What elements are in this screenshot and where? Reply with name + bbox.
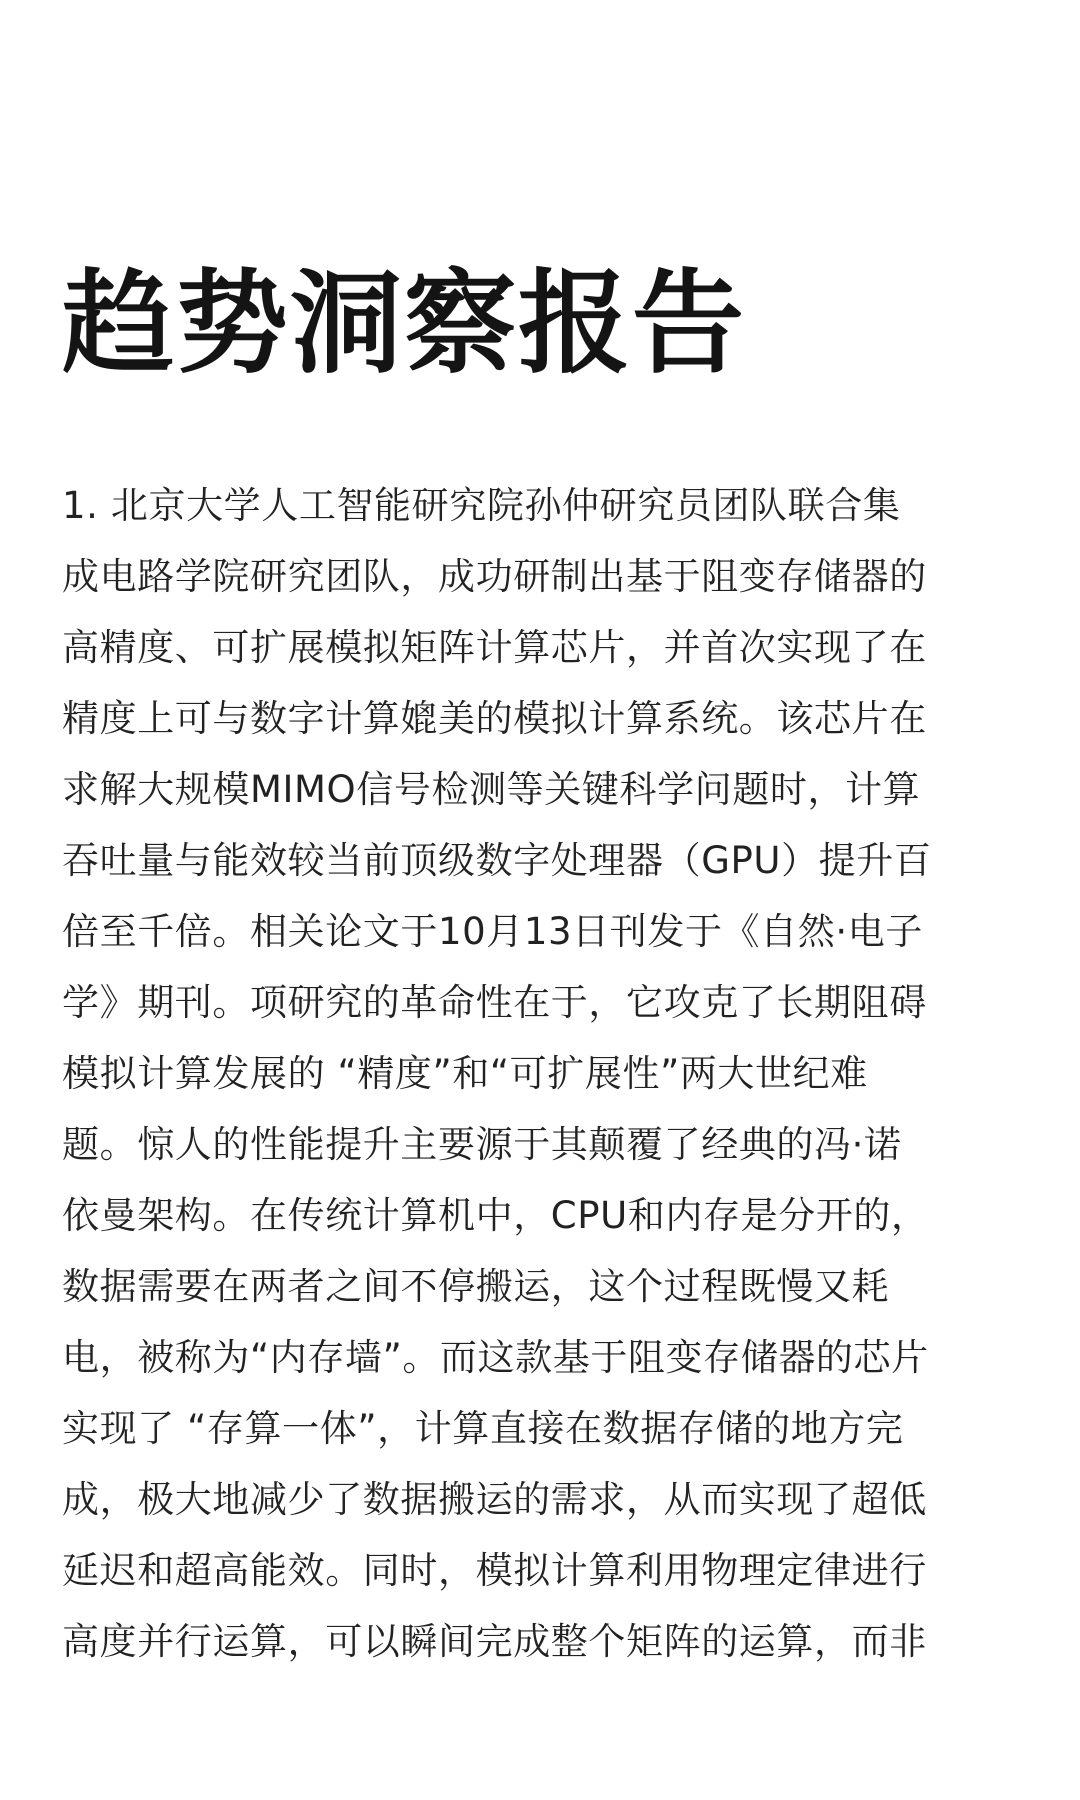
document-title: 趋势洞察报告 xyxy=(62,259,746,389)
body-line: 数据需要在两者之间不停搬运，这个过程既慢又耗 xyxy=(62,1265,890,1308)
body-line: 1. 北京大学人工智能研究院孙仲研究员团队联合集 xyxy=(62,484,901,527)
body-line: 高度并行运算，可以瞬间完成整个矩阵的运算，而非 xyxy=(62,1620,927,1663)
body-line: 吞吐量与能效较当前顶级数字处理器（GPU）提升百 xyxy=(62,839,932,882)
body-line: 求解大规模MIMO信号检测等关键科学问题时，计算 xyxy=(62,768,921,811)
body-line: 成电路学院研究团队，成功研制出基于阻变存储器的 xyxy=(62,555,927,598)
body-line: 成，极大地减少了数据搬运的需求，从而实现了超低 xyxy=(62,1478,927,1521)
body-line: 依曼架构。在传统计算机中，CPU和内存是分开的， xyxy=(62,1194,929,1237)
body-line: 电，被称为“内存墙”。而这款基于阻变存储器的芯片 xyxy=(62,1336,929,1379)
body-line: 实现了 “存算一体”，计算直接在数据存储的地方完 xyxy=(62,1407,904,1450)
document-body xyxy=(62,470,1022,1677)
body-line: 模拟计算发展的 “精度”和“可扩展性”两大世纪难 xyxy=(62,1052,868,1095)
body-line: 延迟和超高能效。同时，模拟计算利用物理定律进行 xyxy=(62,1549,927,1592)
body-line: 精度上可与数字计算媲美的模拟计算系统。该芯片在 xyxy=(62,697,927,740)
body-line: 高精度、可扩展模拟矩阵计算芯片，并首次实现了在 xyxy=(62,626,927,669)
body-line: 倍至千倍。相关论文于10月13日刊发于《自然·电子 xyxy=(62,910,923,953)
body-line: 学》期刊。项研究的革命性在于，它攻克了长期阻碍 xyxy=(62,981,927,1024)
body-line: 题。惊人的性能提升主要源于其颠覆了经典的冯·诺 xyxy=(62,1123,902,1166)
